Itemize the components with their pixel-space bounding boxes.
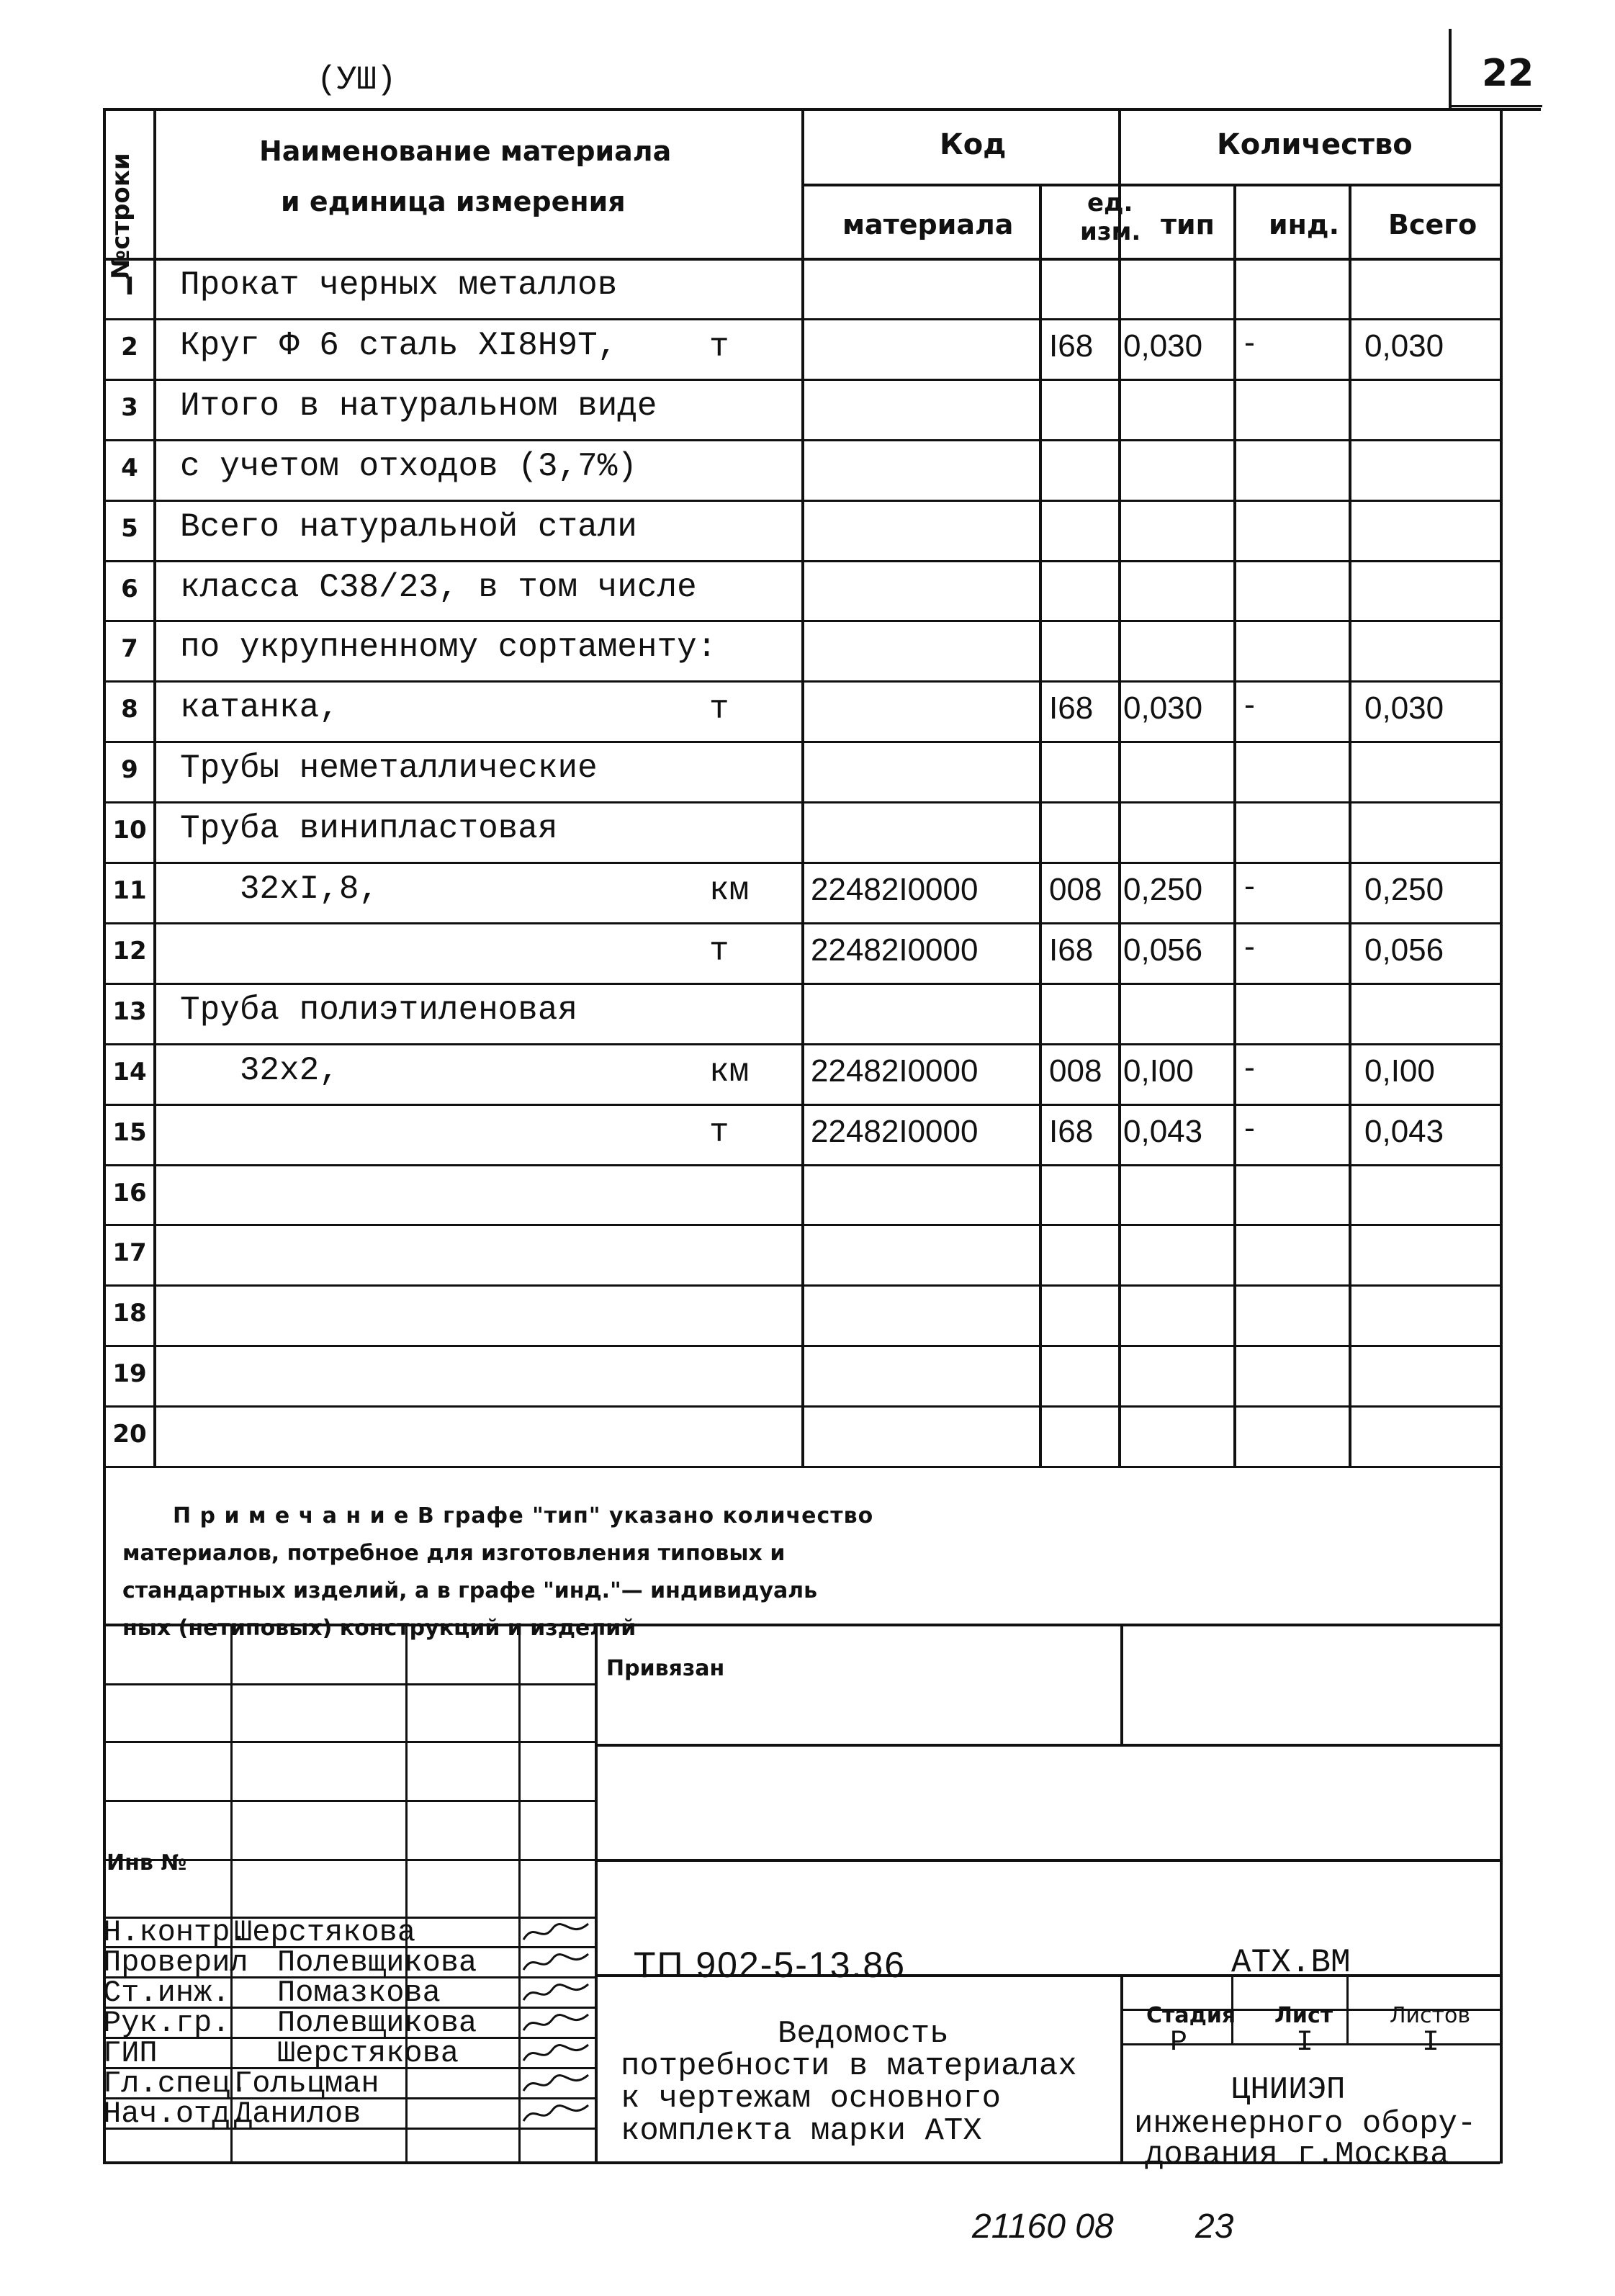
- org-line-3: дования г.Москва: [1145, 2137, 1449, 2173]
- grid-hline: [595, 1744, 1500, 1747]
- grid-hline: [103, 1345, 1500, 1347]
- row-name: катанка,: [180, 689, 339, 727]
- row-number: 18: [112, 1299, 147, 1328]
- row-name: с учетом отходов (3,7%): [180, 447, 637, 485]
- grid-hline: [103, 1284, 1500, 1287]
- row-number: 17: [112, 1238, 147, 1268]
- stage-label: Стадия: [1146, 2003, 1236, 2028]
- row-qty-type: 0,250: [1123, 872, 1203, 907]
- page-number: 22: [1482, 52, 1534, 95]
- note-line-3: стандартных изделий, а в графе "инд."— индивидуаль: [122, 1578, 818, 1603]
- row-number: 2: [121, 332, 138, 361]
- row-qty-total: 0,043: [1364, 1113, 1444, 1149]
- row-qty-total: 0,250: [1364, 872, 1444, 907]
- doc-mark: АТХ.ВМ: [1231, 1944, 1351, 1981]
- grid-hline: [103, 108, 1541, 111]
- signature-name: Шерстякова: [277, 2036, 459, 2071]
- grid-vline: [1349, 184, 1351, 1466]
- row-name: Труба полиэтиленовая: [180, 991, 578, 1029]
- handwritten-signature: [520, 1918, 592, 1947]
- grid-hline: [103, 680, 1500, 683]
- sheet-value: I: [1296, 2027, 1314, 2059]
- qty-type-header: тип: [1161, 209, 1215, 240]
- bound-label: Привязан: [606, 1656, 725, 1681]
- code-material-header: материала: [842, 209, 1014, 240]
- signature-name: Полевщикова: [277, 1945, 477, 1980]
- signature-name: Шерстякова: [234, 1915, 416, 1950]
- signature-role: Гл.спец.: [103, 2066, 248, 2101]
- row-unit-code: 008: [1049, 872, 1102, 907]
- qty-ind-header: инд.: [1269, 209, 1340, 240]
- code-unit-header-1: ед.: [1087, 189, 1133, 217]
- signature-role: Н.контр.: [103, 1915, 248, 1950]
- archive-number: 21160 08: [972, 2207, 1114, 2246]
- grid-hline: [103, 1405, 1500, 1408]
- grid-hline: [103, 2161, 595, 2164]
- row-number: 11: [112, 876, 147, 905]
- code-unit-header-2: изм.: [1080, 217, 1141, 246]
- grid-hline: [103, 1800, 595, 1802]
- row-qty-total: 0,030: [1364, 328, 1444, 364]
- grid-hline: [103, 741, 1500, 743]
- row-name: Всего натуральной стали: [180, 508, 637, 546]
- row-number: 12: [112, 936, 147, 965]
- note-line-1: П р и м е ч а н и е В графе "тип" указано количество: [173, 1503, 874, 1529]
- row-unit-code: I68: [1049, 690, 1094, 726]
- grid-hline: [103, 379, 1500, 381]
- signature-role: ГИП: [103, 2036, 158, 2071]
- row-qty-ind: -: [1244, 927, 1255, 965]
- row-qty-type: 0,056: [1123, 932, 1203, 968]
- row-unit-code: I68: [1049, 328, 1094, 364]
- row-name: Итого в натуральном виде: [180, 387, 657, 425]
- grid-vline: [1346, 1974, 1349, 2045]
- row-number: 10: [112, 816, 147, 845]
- row-qty-ind: -: [1244, 686, 1255, 724]
- row-qty-type: 0,I00: [1123, 1053, 1194, 1089]
- row-number: 9: [121, 755, 138, 785]
- row-name: класса С38/23, в том числе: [180, 568, 697, 606]
- grid-hline: [103, 1043, 1500, 1045]
- row-name: Труба винипластовая: [180, 810, 558, 848]
- grid-hline: [103, 1741, 595, 1743]
- row-name: 32xI,8,: [180, 870, 379, 908]
- handwritten-signature: [520, 2099, 592, 2128]
- section-mark: (УШ): [317, 61, 397, 99]
- qty-group-header: Количество: [1217, 128, 1413, 161]
- grid-hline: [103, 1224, 1500, 1226]
- row-unit: т: [709, 932, 729, 970]
- row-number: 20: [112, 1420, 147, 1449]
- grid-hline: [595, 1859, 1500, 1862]
- row-name: Прокат черных металлов: [180, 266, 618, 304]
- handwritten-signature: [520, 1978, 592, 2007]
- inv-label: Инв №: [107, 1850, 187, 1876]
- row-number: 19: [112, 1359, 147, 1389]
- grid-vline: [1039, 184, 1042, 1466]
- handwritten-signature: [520, 1948, 592, 1977]
- handwritten-signature: [520, 2039, 592, 2068]
- row-qty-type: 0,043: [1123, 1113, 1203, 1149]
- row-qty-type: 0,030: [1123, 690, 1203, 726]
- grid-hline: [103, 922, 1500, 924]
- row-name: 32x2,: [180, 1051, 339, 1089]
- grid-hline: [103, 620, 1500, 622]
- signature-name: Полевщикова: [277, 2006, 477, 2040]
- row-unit-code: I68: [1049, 932, 1094, 968]
- sheets-label: Листов: [1390, 2003, 1471, 2028]
- row-code: 22482I0000: [811, 932, 979, 968]
- grid-hline: [801, 184, 1500, 186]
- row-number: 13: [112, 996, 147, 1026]
- grid-hline: [103, 983, 1500, 985]
- row-unit: км: [709, 872, 750, 909]
- row-unit-code: 008: [1049, 1053, 1102, 1089]
- doc-title-3: к чертежам основного: [621, 2081, 1002, 2117]
- grid-vline: [1500, 108, 1503, 1466]
- row-number: 4: [121, 453, 138, 482]
- doc-title-2: потребности в материалах: [621, 2048, 1077, 2084]
- signature-name: Помазкова: [277, 1976, 441, 2010]
- grid-vline: [801, 108, 804, 1466]
- sheet-label: Лист: [1274, 2003, 1333, 2028]
- grid-vline: [1120, 1974, 1123, 2164]
- archive-page: 23: [1195, 2207, 1234, 2246]
- row-unit: т: [709, 690, 729, 729]
- row-unit: т: [709, 1113, 729, 1151]
- signature-role: Рук.гр.: [103, 2006, 230, 2040]
- page-number-divider: [1449, 29, 1452, 108]
- row-number-header: №строки: [107, 153, 135, 279]
- project-code: ТП 902-5-13.86: [634, 1945, 907, 1985]
- row-number: 7: [121, 634, 138, 664]
- code-group-header: Код: [940, 128, 1007, 161]
- row-number: 3: [121, 392, 138, 422]
- grid-hline: [103, 1683, 595, 1685]
- row-number: 16: [112, 1178, 147, 1207]
- name-header-line1: Наименование материала: [259, 135, 672, 167]
- signature-name: Данилов: [234, 2097, 361, 2131]
- signature-role: Нач.отд.: [103, 2097, 248, 2131]
- row-name: по укрупненному сортаменту:: [180, 629, 717, 667]
- grid-vline: [595, 1624, 598, 2164]
- row-code: 22482I0000: [811, 872, 979, 907]
- row-qty-total: 0,030: [1364, 690, 1444, 726]
- handwritten-signature: [520, 2009, 592, 2038]
- row-qty-ind: -: [1244, 1109, 1255, 1146]
- row-number: 5: [121, 513, 138, 543]
- grid-hline: [103, 862, 1500, 864]
- row-number: 14: [112, 1057, 147, 1086]
- grid-vline: [1118, 108, 1121, 1466]
- org-line-2: инженерного обору-: [1134, 2106, 1477, 2142]
- grid-vline: [1500, 1466, 1503, 1627]
- page-number-underline: [1449, 105, 1542, 107]
- row-qty-type: 0,030: [1123, 328, 1203, 364]
- row-number: I: [125, 272, 135, 301]
- doc-title-1: Ведомость: [778, 2016, 949, 2052]
- grid-hline: [103, 318, 1500, 320]
- grid-hline: [103, 1466, 1500, 1468]
- note-line-4: ных (нетиповых) конструкций и изделий: [122, 1616, 636, 1641]
- handwritten-signature: [520, 2069, 592, 2098]
- row-qty-ind: -: [1244, 1048, 1255, 1086]
- signature-role: Ст.инж.: [103, 1976, 230, 2010]
- row-unit-code: I68: [1049, 1113, 1094, 1149]
- row-qty-total: 0,I00: [1364, 1053, 1435, 1089]
- grid-vline: [1233, 184, 1236, 1466]
- row-number: 8: [121, 695, 138, 724]
- row-code: 22482I0000: [811, 1053, 979, 1089]
- qty-total-header: Всего: [1388, 209, 1477, 240]
- row-number: 6: [121, 574, 138, 603]
- grid-vline: [405, 1624, 408, 2164]
- org-line-1: ЦНИИЭП: [1231, 2072, 1346, 2108]
- note-line-2: материалов, потребное для изготовления типовых и: [122, 1541, 786, 1566]
- row-qty-ind: -: [1244, 323, 1255, 361]
- grid-hline: [103, 1164, 1500, 1166]
- row-qty-ind: -: [1244, 868, 1255, 904]
- grid-hline: [103, 500, 1500, 502]
- grid-vline: [1120, 1624, 1123, 1744]
- grid-hline: [103, 560, 1500, 562]
- row-code: 22482I0000: [811, 1113, 979, 1149]
- grid-hline: [103, 439, 1500, 441]
- signature-name: Гольцман: [234, 2066, 379, 2101]
- row-unit: км: [709, 1053, 750, 1091]
- row-qty-total: 0,056: [1364, 932, 1444, 968]
- sheets-value: I: [1422, 2027, 1440, 2059]
- grid-hline: [103, 1104, 1500, 1106]
- stage-value: Р: [1170, 2027, 1188, 2059]
- grid-hline: [103, 801, 1500, 803]
- row-number: 15: [112, 1117, 147, 1147]
- doc-title-4: комплекта марки АТХ: [621, 2113, 982, 2149]
- row-unit: т: [709, 328, 729, 366]
- grid-vline: [1500, 1624, 1503, 2164]
- row-name: Круг Ф 6 сталь XI8H9T,: [180, 326, 618, 364]
- row-name: Трубы неметаллические: [180, 749, 598, 788]
- name-header-line2: и единица измерения: [281, 186, 626, 217]
- signature-role: Проверил: [103, 1945, 248, 1980]
